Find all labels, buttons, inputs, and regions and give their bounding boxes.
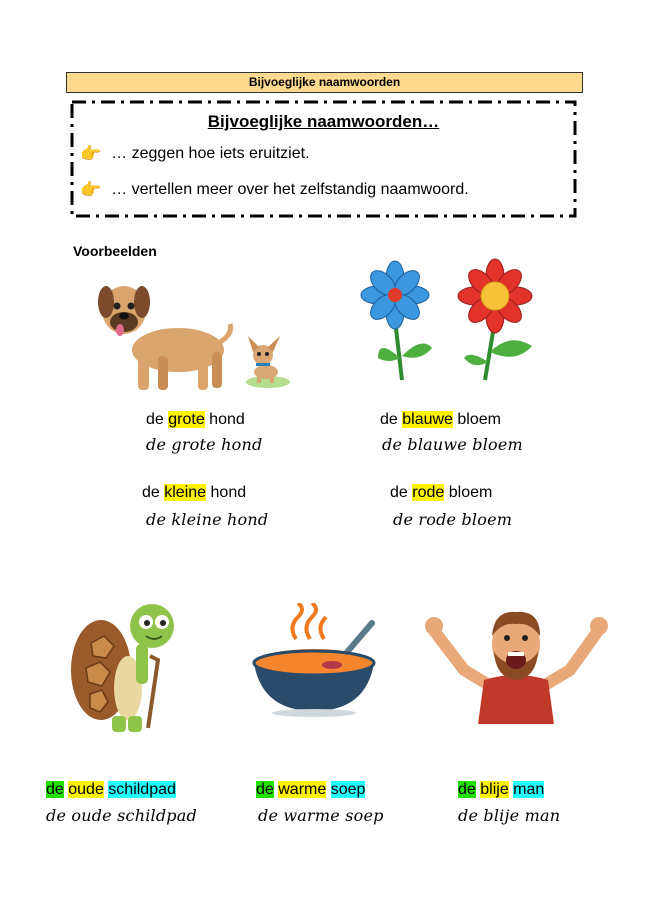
phrase-blije-man: de blije man: [458, 781, 545, 798]
flowers-illustration: [360, 258, 540, 388]
definition-box: [70, 100, 577, 218]
definition-line-2-text: … vertellen meer over het zelfstandig naamwoord.: [111, 181, 469, 198]
dogs-illustration: [98, 272, 298, 397]
cursive-kleine-hond: de kleine hond: [146, 510, 269, 529]
definition-title: Bijvoeglijke naamwoorden…: [207, 112, 440, 131]
definition-line-1-text: … zeggen hoe iets eruitziet.: [111, 145, 310, 162]
phrase-warme-soep: de warme soep: [256, 781, 366, 798]
phrase-kleine-hond: de kleine hond: [142, 484, 247, 501]
cursive-grote-hond: de grote hond: [146, 435, 263, 454]
turtle-illustration: [66, 598, 186, 738]
worksheet-title: Bijvoeglijke naamwoorden: [66, 72, 583, 93]
phrase-oude-schildpad: de oude schildpad: [46, 781, 176, 798]
cursive-blauwe-bloem: de blauwe bloem: [382, 435, 523, 454]
cursive-oude-schildpad: de oude schildpad: [46, 806, 197, 825]
phrase-blauwe-bloem: de blauwe bloem: [380, 411, 501, 428]
cursive-blije-man: de blije man: [458, 806, 561, 825]
phrase-rode-bloem: de rode bloem: [390, 484, 493, 501]
pointing-hand-icon: 👉: [80, 144, 102, 163]
happy-man-illustration: [424, 608, 610, 724]
pointing-hand-icon: 👉: [80, 180, 102, 199]
definition-line-2: [80, 180, 469, 200]
cursive-rode-bloem: de rode bloem: [393, 510, 513, 529]
definition-line-1: [80, 144, 310, 164]
cursive-warme-soep: de warme soep: [258, 806, 384, 825]
examples-heading: Voorbeelden: [73, 243, 157, 259]
phrase-grote-hond: de grote hond: [146, 411, 245, 428]
soup-illustration: [252, 603, 382, 718]
